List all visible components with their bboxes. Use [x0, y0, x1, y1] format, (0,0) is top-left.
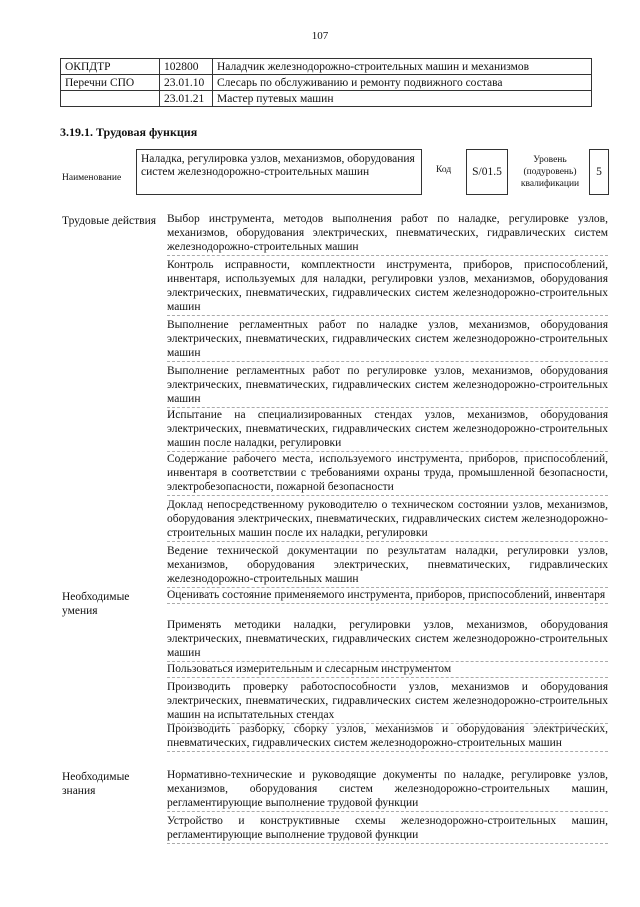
list-item: Выбор инструмента, методов выполнения работ по наладке, регулировке узлов, механизмов, оборудования электрических, пневматических, гидравлических систем железнодорожно-строительных машин [167, 212, 608, 256]
table-cell: Мастер путевых машин [213, 91, 592, 107]
list-item: Ведение технической документации по результатам наладки, регулировки узлов, механизмов, оборудования электрических, пневматических, гидравлических железнодорожно-строительных машин [167, 544, 608, 588]
list-item: Производить проверку работоспособности узлов, механизмов и оборудования электрических, пневматических, гидравлических систем железнодорожно-строительных машин на испытательных стендах [167, 680, 608, 724]
list-item: Производить разборку, сборку узлов, механизмов и оборудования электрических, пневматических, гидравлических систем железнодорожно-строительных машин [167, 722, 608, 752]
list-item: Применять методики наладки, регулировки узлов, механизмов, оборудования электрических, пневматических, гидравлических систем железнодорожно-строительных машин [167, 618, 608, 662]
list-item: Нормативно-технические и руководящие документы по наладке, регулировке узлов, механизмов, оборудования систем железнодорожно-строительных машин, регламентирующие выполнение трудовой функции [167, 768, 608, 812]
table-row [61, 59, 592, 75]
section-label-skills: Необходимые умения [62, 591, 130, 617]
table-cell: 23.01.10 [160, 75, 213, 91]
qualification-level-label: Уровень (подуровень) квалификации [520, 155, 580, 189]
classification-table [60, 58, 592, 107]
table-cell [61, 91, 160, 107]
function-code-label: Код [436, 165, 452, 175]
section-label-labor-actions: Трудовые действия [62, 215, 157, 227]
function-name: Наладка, регулировка узлов, механизмов, оборудования систем железнодорожно-строительных машин [136, 149, 422, 195]
table-cell: Слесарь по обслуживанию и ремонту подвижного состава [213, 75, 592, 91]
list-item: Выполнение регламентных работ по регулировке узлов, механизмов, оборудования электрических, пневматических, гидравлических систем железнодорожно-строительных машин [167, 364, 608, 408]
table-cell: Перечни СПО [61, 75, 160, 91]
list-item: Содержание рабочего места, используемого инструмента, приборов, приспособлений, инвентаря в соответствии с требованиями охраны труда, промышленной безопасности, электробезопасности, пожарной безопасности [167, 452, 608, 496]
table-cell: ОКПДТР [61, 59, 160, 75]
table-cell: 102800 [160, 59, 213, 75]
table-cell: Наладчик железнодорожно-строительных машин и механизмов [213, 59, 592, 75]
list-item: Доклад непосредственному руководителю о техническом состоянии узлов, механизмов, оборудования электрических, пневматических, гидравлических систем железнодорожно-строительных машин после их наладки, регулировки [167, 498, 608, 542]
list-item: Оценивать состояние применяемого инструмента, приборов, приспособлений, инвентаря [167, 588, 608, 604]
page-number: 107 [311, 30, 329, 42]
table-row [61, 91, 592, 107]
function-code: S/01.5 [466, 149, 508, 195]
list-item: Испытание на специализированных стендах узлов, механизмов, оборудования электрических, пневматических, гидравлических систем железнодорожно-строительных машин после наладки, регулировки [167, 408, 608, 452]
list-item: Выполнение регламентных работ по наладке узлов, механизмов, оборудования электрических, пневматических, гидравлических систем железнодорожно-строительных машин [167, 318, 608, 362]
table-row [61, 75, 592, 91]
list-item: Контроль исправности, комплектности инструмента, приборов, приспособлений, инвентаря, используемых для наладки, регулировки узлов, механизмов, оборудования электрических, пневматических, гидравлических систем железнодорожно-строительных машин [167, 258, 608, 316]
section-label-knowledge: Необходимые знания [62, 771, 130, 797]
section-title: 3.19.1. Трудовая функция [60, 125, 198, 139]
function-name-label: Наименование [62, 173, 122, 183]
list-item: Пользоваться измерительным и слесарным инструментом [167, 662, 608, 678]
table-cell: 23.01.21 [160, 91, 213, 107]
list-item: Устройство и конструктивные схемы железнодорожно-строительных машин, регламентирующие выполнение трудовой функции [167, 814, 608, 844]
qualification-level: 5 [589, 149, 609, 195]
